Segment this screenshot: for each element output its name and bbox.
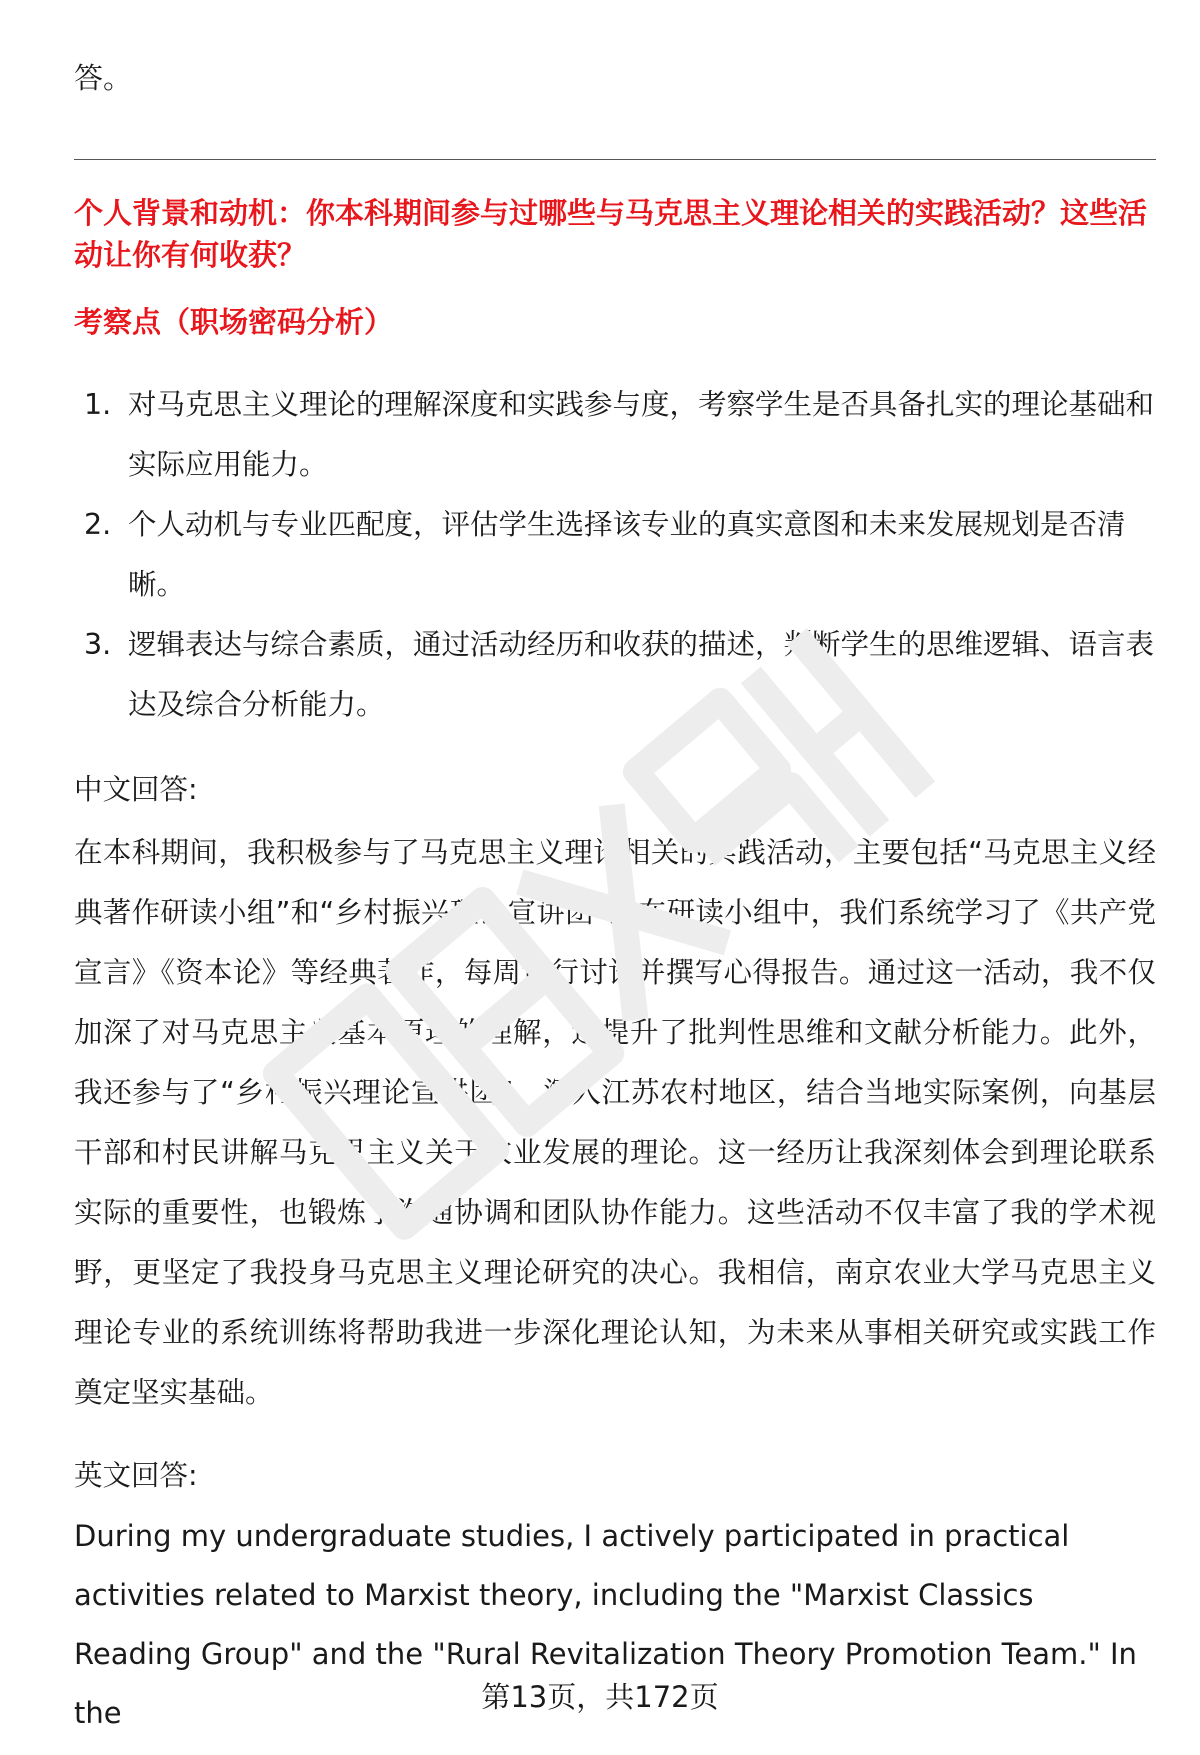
chinese-answer-label: 中文回答: — [74, 773, 198, 806]
chinese-answer-text: 在本科期间，我积极参与了马克思主义理论相关的实践活动，主要包括“马克思主义经典著作研读小组”和“乡村振兴理论宣讲团”。在研读小组中，我们系统学习了《共产党宣言》《资本论》等经典著作，每周进行讨论并撰写心得报告。通过这一活动，我不仅加深了对马克思主义基本原理的理解，还提升了批判性思维和文献分析能力。此外，我还参与了“乡村振兴理论宣讲团”，深入江苏农村地区，结合当地实际案例，向基层干部和村民讲解马克思主义关于农业发展的理论。这一经历让我深刻体会到理论联系实际的重要性，也锻炼了沟通协调和团队协作能力。这些活动不仅丰富了我的学术视野，更坚定了我投身马克思主义理论研究的决心。我相信，南京农业大学马克思主义理论专业的系统训练将帮助我进一步深化理论认知，为未来从事相关研究或实践工作奠定坚实基础。 — [74, 836, 1156, 1409]
page-number-footer: 第13页，共172页 — [481, 1680, 719, 1714]
list-item-number: 2. — [84, 508, 112, 541]
list-item — [74, 495, 1156, 615]
list-item-text: 对马克思主义理论的理解深度和实践参与度，考察学生是否具备扎实的理论基础和实际应用能力。 — [128, 388, 1155, 481]
list-item-number: 3. — [84, 628, 112, 661]
question-heading: 个人背景和动机：你本科期间参与过哪些与马克思主义理论相关的实践活动？这些活动让你有何收获？ — [74, 196, 1148, 272]
section-divider — [74, 159, 1156, 160]
english-answer-label: 英文回答: — [74, 1459, 198, 1492]
list-item-number: 1. — [84, 388, 112, 421]
document-page — [74, 0, 1156, 1755]
list-item — [74, 375, 1156, 495]
list-item-text: 逻辑表达与综合素质，通过活动经历和收获的描述，判断学生的思维逻辑、语言表达及综合分析能力。 — [128, 628, 1155, 721]
english-answer-text: During my undergraduate studies, I actively participated in practical activities related to Marxist theory, including the "Marxist Classics Reading Group" and the "Rural Revitalization Theory Promotion Team." In the — [74, 1519, 1137, 1730]
previous-answer-tail: 答。 — [74, 61, 133, 95]
list-item — [74, 615, 1156, 735]
assessment-points-heading: 考察点（职场密码分析） — [74, 305, 394, 339]
list-item-text: 个人动机与专业匹配度，评估学生选择该专业的真实意图和未来发展规划是否清晰。 — [128, 508, 1126, 601]
assessment-points-list — [74, 375, 1156, 735]
